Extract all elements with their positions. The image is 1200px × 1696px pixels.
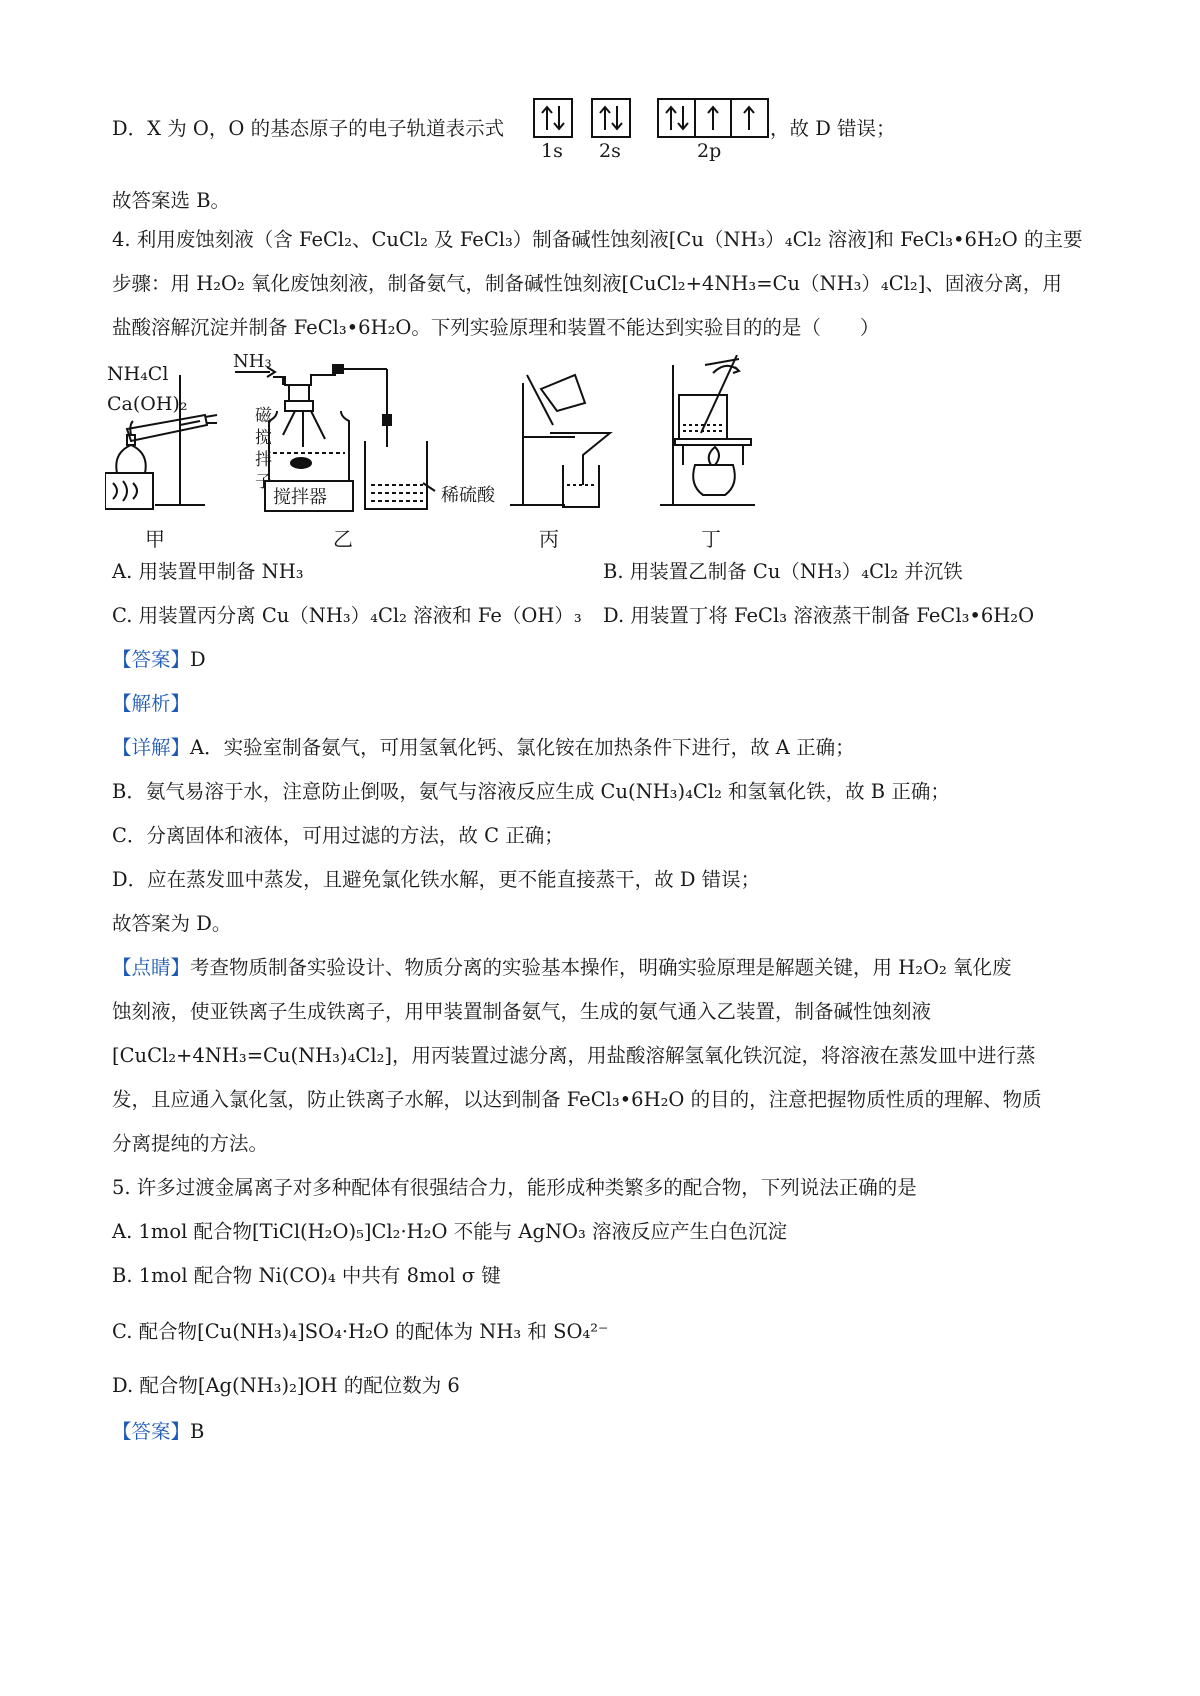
orbital-box-2s [591, 98, 631, 138]
q5-option-d: D. 配合物[Ag(NH₃)₂]OH 的配位数为 6 [112, 1374, 460, 1397]
orbital-label-2p: 2p [697, 140, 722, 162]
q5-answer [112, 1418, 204, 1446]
q4-answer [112, 646, 206, 674]
q4-detail-b: B．氨气易溶于水，注意防止倒吸，氨气与溶液反应生成 Cu(NH₃)₄Cl₂ 和氢氧化铁，故 B 正确； [112, 780, 950, 803]
q4-option-d: D. 用装置丁将 FeCl₃ 溶液蒸干制备 FeCl₃•6H₂O [603, 604, 1035, 627]
q4-conclusion: 故答案为 D。 [112, 912, 232, 935]
yi-gas-label: NH₃ [233, 351, 272, 372]
answer-value: D [190, 648, 206, 671]
orbital-box-2p [657, 98, 769, 138]
q4-stem-3: 盐酸溶解沉淀并制备 FeCl₃•6H₂O。下列实验原理和装置不能达到实验目的的是（ ） [112, 316, 880, 339]
q4-stem-1: 4. 利用废蚀刻液（含 FeCl₂、CuCl₂ 及 FeCl₃）制备碱性蚀刻液[Cu（NH₃）₄Cl₂ 溶液]和 FeCl₃•6H₂O 的主要 [112, 228, 1083, 251]
q5-option-a: A. 1mol 配合物[TiCl(H₂O)₅]Cl₂·H₂O 不能与 AgNO₃ 溶液反应产生白色沉淀 [112, 1220, 788, 1243]
paired-arrows-icon [593, 100, 629, 136]
apparatus-bing [510, 375, 610, 507]
apparatus-jia [105, 375, 217, 509]
q4-option-c: C. 用装置丙分离 Cu（NH₃）₄Cl₂ 溶液和 Fe（OH）₃ [112, 604, 582, 627]
paired-arrows-icon [535, 100, 571, 136]
jia-reagent-2: Ca(OH)₂ [107, 393, 188, 415]
q3-answer-line: 故答案选 B。 [112, 189, 231, 212]
analysis-tag: 【解析】 [112, 692, 191, 715]
apparatus-drawing [105, 355, 825, 545]
q4-comment-2: 蚀刻液，使亚铁离子生成铁离子，用甲装置制备氨气，生成的氨气通入乙装置，制备碱性蚀刻液 [112, 1000, 932, 1023]
answer-tag: 【答案】 [112, 648, 191, 671]
q4-option-b: B. 用装置乙制备 Cu（NH₃）₄Cl₂ 并沉铁 [603, 560, 963, 583]
q4-detail-d: D．应在蒸发皿中蒸发，且避免氯化铁水解，更不能直接蒸干，故 D 错误； [112, 868, 761, 891]
comment-tag: 【点睛】 [112, 956, 191, 979]
figure-label-yi: 乙 [333, 527, 353, 551]
q4-stem-2: 步骤：用 H₂O₂ 氧化废蚀刻液，制备氨气，制备碱性蚀刻液[CuCl₂+4NH₃=Cu（NH₃）₄Cl₂]、固液分离，用 [112, 272, 1062, 295]
q4-comment-4: 发，且应通入氯化氢，防止铁离子水解，以达到制备 FeCl₃•6H₂O 的目的，注意把握物质性质的理解、物质 [112, 1088, 1042, 1111]
answer-value: B [190, 1420, 205, 1443]
q4-detail-a: 【详解】A．实验室制备氨气，可用氢氧化钙、氯化铵在加热条件下进行，故 A 正确； [112, 736, 855, 759]
q3-option-d: D．X 为 O，O 的基态原子的电子轨道表示式 [112, 117, 505, 140]
q3-option-d-tail: ，故 D 错误； [770, 117, 896, 140]
jia-reagent-1: NH₄Cl [107, 363, 169, 385]
answer-tag: 【答案】 [112, 1420, 191, 1443]
apparatus-ding [660, 355, 755, 505]
q4-detail-c: C．分离固体和液体，可用过滤的方法，故 C 正确； [112, 824, 564, 847]
q4-comment-3: [CuCl₂+4NH₃=Cu(NH₃)₄Cl₂]，用丙装置过滤分离，用盐酸溶解氢氧化铁沉淀，将溶液在蒸发皿中进行蒸 [112, 1044, 1036, 1067]
yi-stirrer-label: 搅拌器 [273, 487, 327, 508]
yi-stirbar-label: 磁 搅 拌 子 [255, 406, 272, 492]
q5-option-b: B. 1mol 配合物 Ni(CO)₄ 中共有 8mol σ 键 [112, 1264, 501, 1287]
orbital-label-2s: 2s [599, 140, 621, 162]
q5-option-c: C. 配合物[Cu(NH₃)₄]SO₄·H₂O 的配体为 NH₃ 和 SO₄²⁻ [112, 1320, 609, 1343]
q4-option-a: A. 用装置甲制备 NH₃ [112, 560, 304, 583]
orbital-label-1s: 1s [541, 140, 563, 162]
q4-analysis-tag [112, 690, 190, 718]
orbital-box-1s [533, 98, 573, 138]
figure-label-ding: 丁 [701, 527, 721, 551]
q4-comment-5: 分离提纯的方法。 [112, 1132, 269, 1155]
detail-tag: 【详解】 [112, 736, 191, 759]
figure-label-jia: 甲 [145, 527, 165, 551]
q5-stem: 5. 许多过渡金属离子对多种配体有很强结合力，能形成种类繁多的配合物，下列说法正确的是 [112, 1176, 917, 1199]
2p-arrows-icon [659, 100, 767, 136]
figure-label-bing: 丙 [539, 527, 559, 551]
q4-comment-1: 【点睛】考查物质制备实验设计、物质分离的实验基本操作，明确实验原理是解题关键，用 H₂O₂ 氧化废 [112, 956, 1012, 979]
yi-acid-label: 稀硫酸 [441, 485, 495, 506]
